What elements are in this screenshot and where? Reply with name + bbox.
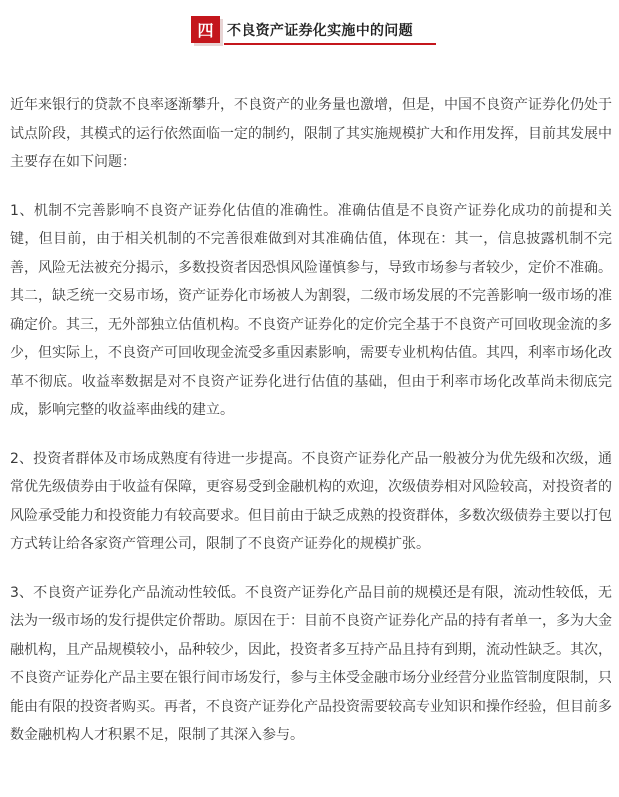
section-title-wrap bbox=[224, 14, 436, 45]
section-header bbox=[191, 14, 436, 45]
problem-3-paragraph: 3、不良资产证券化产品流动性较低。不良资产证券化产品目前的规模还是有限，流动性较低，无法为一级市场的发行提供定价帮助。原因在于：目前不良资产证券化产品的持有者单一，多为大金融机构，且产品规模较小，品种较少，因此，投资者多互持产品且持有到期，流动性缺乏。其次，不良资产证券化产品主要在银行间市场发行，参与主体受金融市场分业经营分业监管制度限制，只能由有限的投资者购买。再者，不良资产证券化产品投资需要较高专业知识和操作经验，但目前多数金融机构人才积累不足，限制了其深入参与。 bbox=[10, 584, 612, 743]
problem-2-paragraph: 2、投资者群体及市场成熟度有待进一步提高。不良资产证券化产品一般被分为优先级和次级，通常优先级债券由于收益有保障，更容易受到金融机构的欢迎，次级债券相对风险较高，对投资者的风险承受能力和投资能力有较高要求。但目前由于缺乏成熟的投资群体，多数次级债券主要以打包方式转让给各家资产管理公司，限制了不良资产证券化的规模扩张。 bbox=[10, 450, 612, 552]
section-number-badge: 四 bbox=[191, 16, 220, 43]
section-title: 不良资产证券化实施中的问题 bbox=[227, 22, 413, 39]
article-body bbox=[10, 91, 612, 770]
intro-paragraph: 近年来银行的贷款不良率逐渐攀升，不良资产的业务量也激增，但是，中国不良资产证券化仍处于试点阶段，其模式的运行依然面临一定的制约，限制了其实施规模扩大和作用发挥，目前其发展中主要存在如下问题： bbox=[10, 97, 612, 170]
title-underline bbox=[224, 43, 436, 45]
problem-1-paragraph: 1、机制不完善影响不良资产证券化估值的准确性。准确估值是不良资产证券化成功的前提和关键，但目前，由于相关机制的不完善很难做到对其准确估值，体现在：其一，信息披露机制不完善，风险无法被充分揭示，多数投资者因恐惧风险谨慎参与，导致市场参与者较少，定价不准确。其二，缺乏统一交易市场，资产证券化市场被人为割裂，二级市场发展的不完善影响一级市场的准确定价。其三，无外部独立估值机构。不良资产证券化的定价完全基于不良资产可回收现金流的多少，但实际上，不良资产可回收现金流受多重因素影响，需要专业机构估值。其四，利率市场化改革不彻底。收益率数据是对不良资产证券化进行估值的基础，但由于利率市场化改革尚未彻底完成，影响完整的收益率曲线的建立。 bbox=[10, 202, 612, 418]
